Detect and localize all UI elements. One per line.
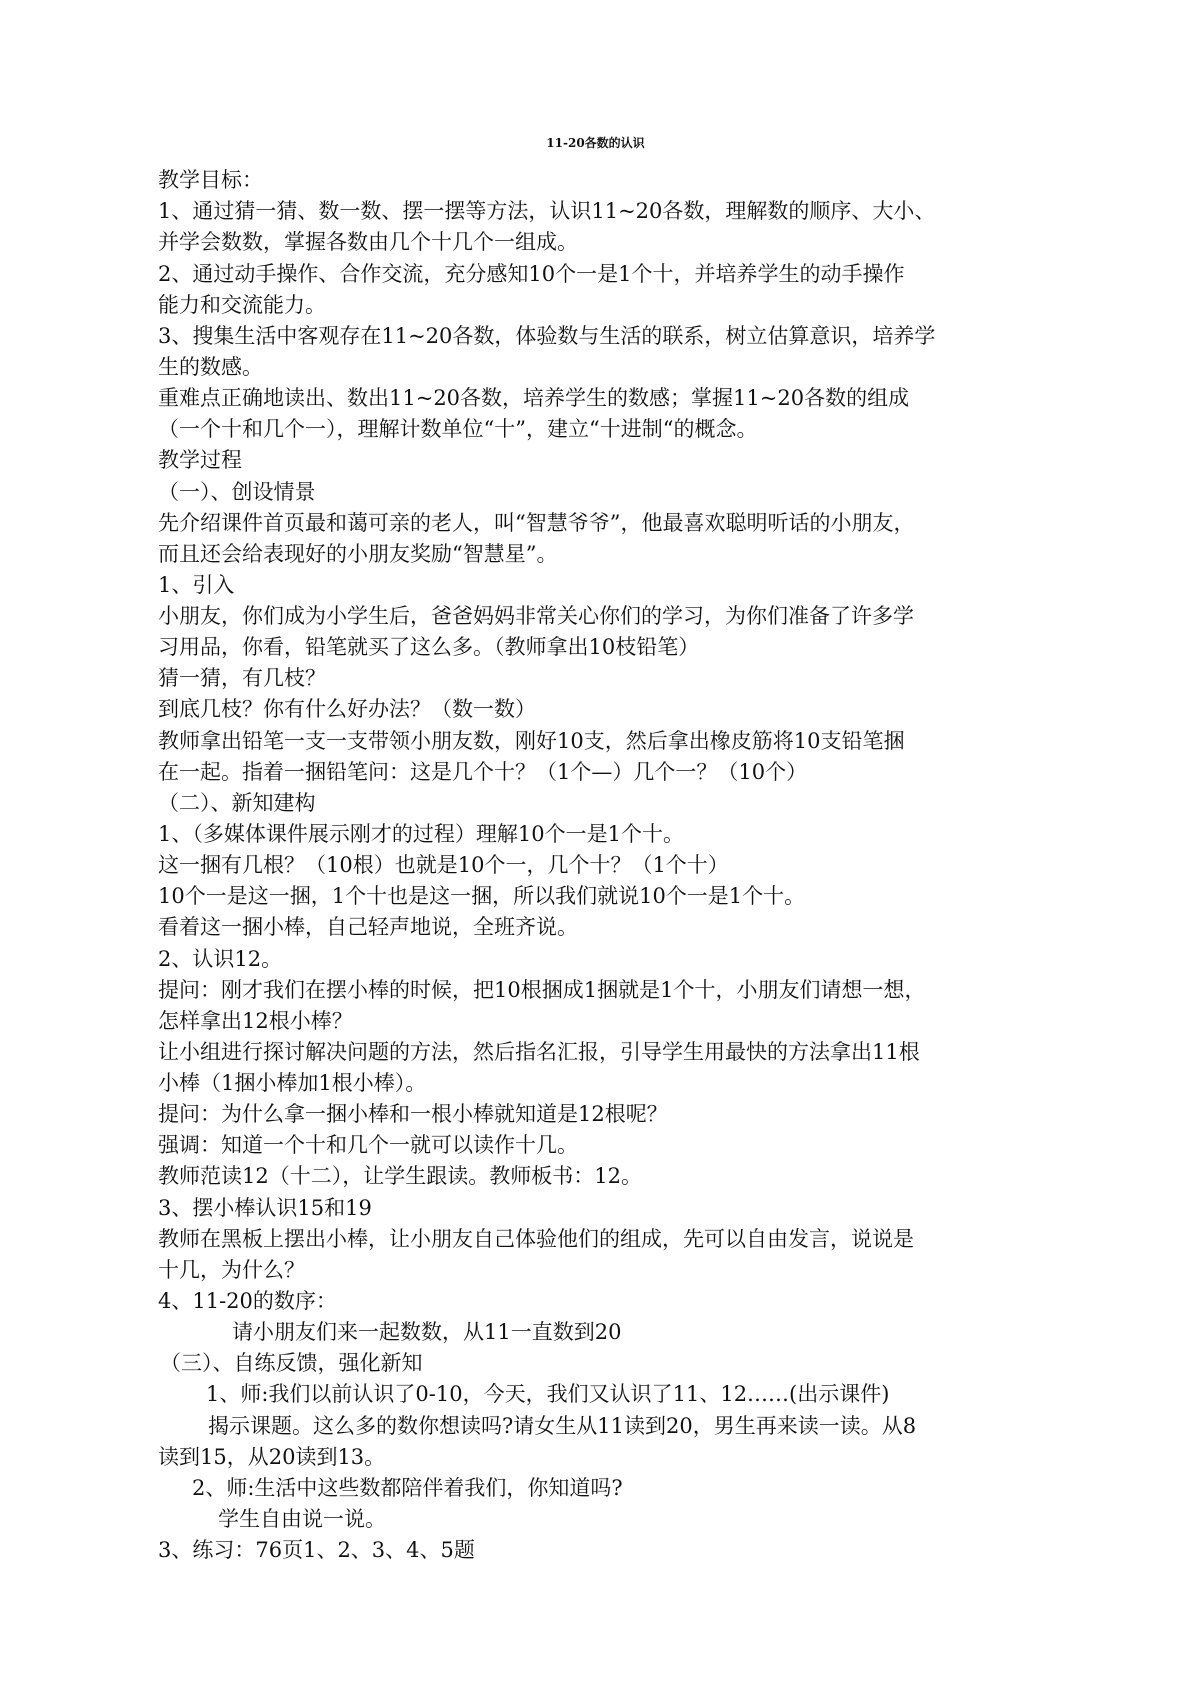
text-line: 先介绍课件首页最和蔼可亲的老人，叫“智慧爷爷”，他最喜欢聪明听话的小朋友， [158,511,915,535]
text-line: （一个十和几个一），理解计数单位“十”，建立“十进制“的概念。 [158,417,758,441]
text-line: 3、摆小棒认识15和19 [158,1196,372,1220]
text-line: 提问：刚才我们在摆小棒的时候，把10根捆成1捆就是1个十，小朋友们请想一想， [158,978,926,1002]
text-line: 3、练习：76页1、2、3、4、5题 [158,1538,475,1562]
text-line: 并学会数数，掌握各数由几个十几个一组成。 [158,230,578,254]
text-line: 看着这一捆小棒，自己轻声地说，全班齐说。 [158,915,578,939]
section-heading: 教学过程 [158,448,242,472]
text-line: 重难点正确地读出、数出11~20各数，培养学生的数感；掌握11~20各数的组成 [158,386,910,410]
text-line: 1、引入 [158,573,235,597]
text-line: 教师拿出铅笔一支一支带领小朋友数，刚好10支，然后拿出橡皮筋将10支铅笔捆 [158,729,905,753]
text-line: 生的数感。 [158,355,263,379]
text-line: 2、师:生活中这些数都陪伴着我们，你知道吗? [192,1476,623,1500]
text-line: 能力和交流能力。 [158,293,326,317]
text-line: 3、搜集生活中客观存在11~20各数，体验数与生活的联系，树立估算意识，培养学 [158,324,936,348]
text-line: 让小组进行探讨解决问题的方法，然后指名汇报，引导学生用最快的方法拿出11根 [158,1040,920,1064]
text-line: 到底几枝？你有什么好办法？（数一数） [158,697,536,721]
text-line: 教师在黑板上摆出小棒，让小朋友自己体验他们的组成，先可以自由发言，说说是 [158,1227,914,1251]
text-line: 而且还会给表现好的小朋友奖励“智慧星”。 [158,542,558,566]
text-line: 1、师:我们以前认识了0-10，今天，我们又认识了11、12……(出示课件) [206,1382,890,1406]
text-line: 揭示课题。这么多的数你想读吗?请女生从11读到20，男生再来读一读。从8 [208,1414,917,1438]
document-title: 11-20各数的认识 [546,136,645,150]
text-line: 小棒（1捆小棒加1根小棒）。 [158,1071,427,1095]
text-line: 在一起。指着一捆铅笔问：这是几个十？（1个—）几个一？（10个） [158,760,808,784]
text-line: 十几，为什么？ [158,1258,305,1282]
text-line: 小朋友，你们成为小学生后，爸爸妈妈非常关心你们的学习，为你们准备了许多学 [158,604,914,628]
text-line: 10个一是这一捆，1个十也是这一捆，所以我们就说10个一是1个十。 [158,884,806,908]
text-line: 1、通过猜一猜、数一数、摆一摆等方法，认识11~20各数，理解数的顺序、大小、 [158,199,936,223]
text-line: 强调：知道一个十和几个一就可以读作十几。 [158,1133,578,1157]
text-line: 2、认识12。 [158,947,283,971]
text-line: 读到15，从20读到13。 [158,1445,386,1469]
text-line: 教学目标： [158,168,263,192]
text-line: 学生自由说一说。 [218,1507,386,1531]
section-heading: （一）、创设情景 [158,480,316,504]
text-line: 习用品，你看，铅笔就买了这么多。（教师拿出10枝铅笔） [158,635,700,659]
text-line: 怎样拿出12根小棒？ [158,1009,353,1033]
section-heading: （三）、自练反馈，强化新知 [160,1351,423,1375]
text-line: 2、通过动手操作、合作交流，充分感知10个一是1个十，并培养学生的动手操作 [158,262,905,286]
text-line: 请小朋友们来一起数数，从11一直数到20 [232,1320,622,1344]
section-heading: （二）、新知建构 [158,791,316,815]
text-line: 猜一猜，有几枝？ [158,666,326,690]
text-line: 教师范读12（十二），让学生跟读。教师板书：12。 [158,1164,642,1188]
text-line: 这一捆有几根？（10根）也就是10个一，几个十？（1个十） [158,853,729,877]
text-line: 提问：为什么拿一捆小棒和一根小棒就知道是12根呢？ [158,1102,668,1126]
text-line: 4、11-20的数序： [158,1289,337,1313]
text-line: 1、（多媒体课件展示刚才的过程）理解10个一是1个十。 [158,822,684,846]
